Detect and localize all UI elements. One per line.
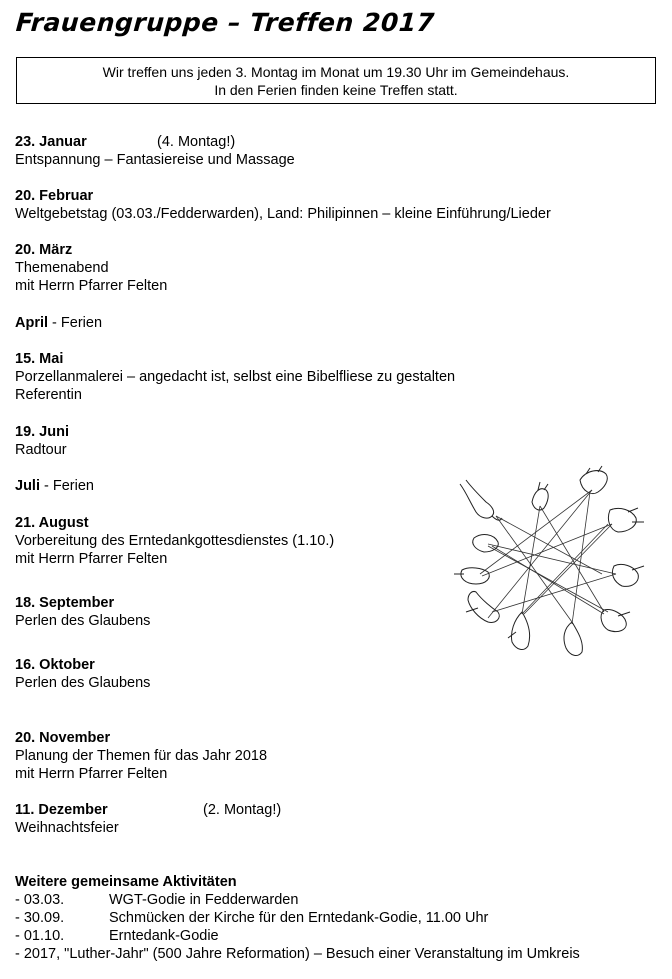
entry-august bbox=[15, 514, 334, 568]
entry-februar bbox=[15, 187, 551, 223]
info-box bbox=[16, 57, 656, 104]
activity-item bbox=[15, 909, 580, 927]
entry-rest: - Ferien bbox=[48, 315, 103, 331]
entry-juni bbox=[15, 423, 69, 459]
hand-icon bbox=[454, 568, 489, 584]
info-line-1: Wir treffen uns jeden 3. Montag im Monat um 19.30 Uhr im Gemeindehaus. bbox=[102, 64, 570, 80]
entry-rest: - Ferien bbox=[39, 478, 94, 494]
entry-maerz bbox=[15, 241, 167, 295]
activities-heading: Weitere gemeinsame Aktivitäten bbox=[15, 874, 237, 890]
hand-icon bbox=[508, 612, 530, 649]
entry-dezember bbox=[15, 801, 282, 837]
entry-mai bbox=[15, 350, 455, 404]
entry-line: Planung der Themen für das Jahr 2018 bbox=[15, 748, 268, 764]
entry-april bbox=[15, 314, 102, 332]
activity-date: - 03.03. bbox=[15, 892, 65, 908]
entry-oktober bbox=[15, 656, 150, 692]
hand-icon bbox=[532, 482, 548, 510]
activities-section bbox=[15, 873, 580, 963]
entry-november bbox=[15, 729, 267, 783]
entry-line: mit Herrn Pfarrer Felten bbox=[15, 278, 168, 294]
page-title: Frauengruppe – Treffen 2017 bbox=[14, 8, 436, 37]
entry-line: Entspannung – Fantasiereise und Massage bbox=[15, 152, 295, 168]
hand-icon bbox=[608, 508, 644, 532]
entry-date: 19. Juni bbox=[15, 424, 69, 440]
entry-line: mit Herrn Pfarrer Felten bbox=[15, 551, 168, 567]
entry-line: Radtour bbox=[15, 442, 67, 458]
entry-date: 20. März bbox=[15, 242, 73, 258]
activity-item bbox=[15, 945, 580, 963]
entry-september bbox=[15, 594, 150, 630]
entry-line: Porzellanmalerei – angedacht ist, selbst eine Bibelfliese zu gestalten bbox=[15, 369, 456, 385]
activity-text: WGT-Godie in Fedderwarden bbox=[109, 892, 299, 908]
hand-icon bbox=[460, 480, 502, 520]
entry-line: Weihnachtsfeier bbox=[15, 820, 119, 836]
activity-item bbox=[15, 927, 580, 945]
entry-line: Perlen des Glaubens bbox=[15, 675, 151, 691]
entry-date: 20. November bbox=[15, 730, 111, 746]
hand-icon bbox=[564, 622, 582, 655]
entry-line: Themenabend bbox=[15, 260, 109, 276]
entry-date: 20. Februar bbox=[15, 188, 94, 204]
entry-note: (2. Montag!) bbox=[203, 802, 282, 818]
entry-date: 18. September bbox=[15, 595, 115, 611]
entry-line: Vorbereitung des Erntedankgottesdienstes (1.10.) bbox=[15, 533, 335, 549]
activity-text: Schmücken der Kirche für den Erntedank-Godie, 11.00 Uhr bbox=[109, 910, 489, 926]
entry-line: Referentin bbox=[15, 387, 82, 403]
activity-text: Erntedank-Godie bbox=[109, 928, 219, 944]
activity-date: - 30.09. bbox=[15, 910, 65, 926]
hand-icon bbox=[580, 466, 607, 494]
activity-text: - 2017, "Luther-Jahr" (500 Jahre Reformation) – Besuch einer Veranstaltung im Umkreis bbox=[15, 946, 580, 962]
entry-date: 11. Dezember bbox=[15, 802, 108, 818]
info-line-2: In den Ferien finden keine Treffen statt. bbox=[214, 82, 458, 98]
entry-note: (4. Montag!) bbox=[157, 134, 236, 150]
entry-line: Weltgebetstag (03.03./Fedderwarden), Land: Philipinnen – kleine Einführung/Lieder bbox=[15, 206, 551, 222]
entry-line: Perlen des Glaubens bbox=[15, 613, 151, 629]
hands-star-illustration bbox=[452, 462, 652, 662]
thread-lines bbox=[480, 490, 616, 624]
entry-date: 15. Mai bbox=[15, 351, 64, 367]
entry-date: 23. Januar bbox=[15, 134, 87, 150]
entry-date: April bbox=[15, 315, 49, 331]
entry-date: Juli bbox=[15, 478, 40, 494]
activity-date: - 01.10. bbox=[15, 928, 65, 944]
hand-icon bbox=[612, 564, 644, 586]
entry-date: 16. Oktober bbox=[15, 657, 95, 673]
entry-januar bbox=[15, 133, 295, 169]
entry-line: mit Herrn Pfarrer Felten bbox=[15, 766, 168, 782]
entry-date: 21. August bbox=[15, 515, 89, 531]
hand-icon bbox=[601, 610, 630, 632]
hand-icon bbox=[466, 591, 499, 622]
entry-juli bbox=[15, 477, 94, 495]
activity-item bbox=[15, 891, 580, 909]
